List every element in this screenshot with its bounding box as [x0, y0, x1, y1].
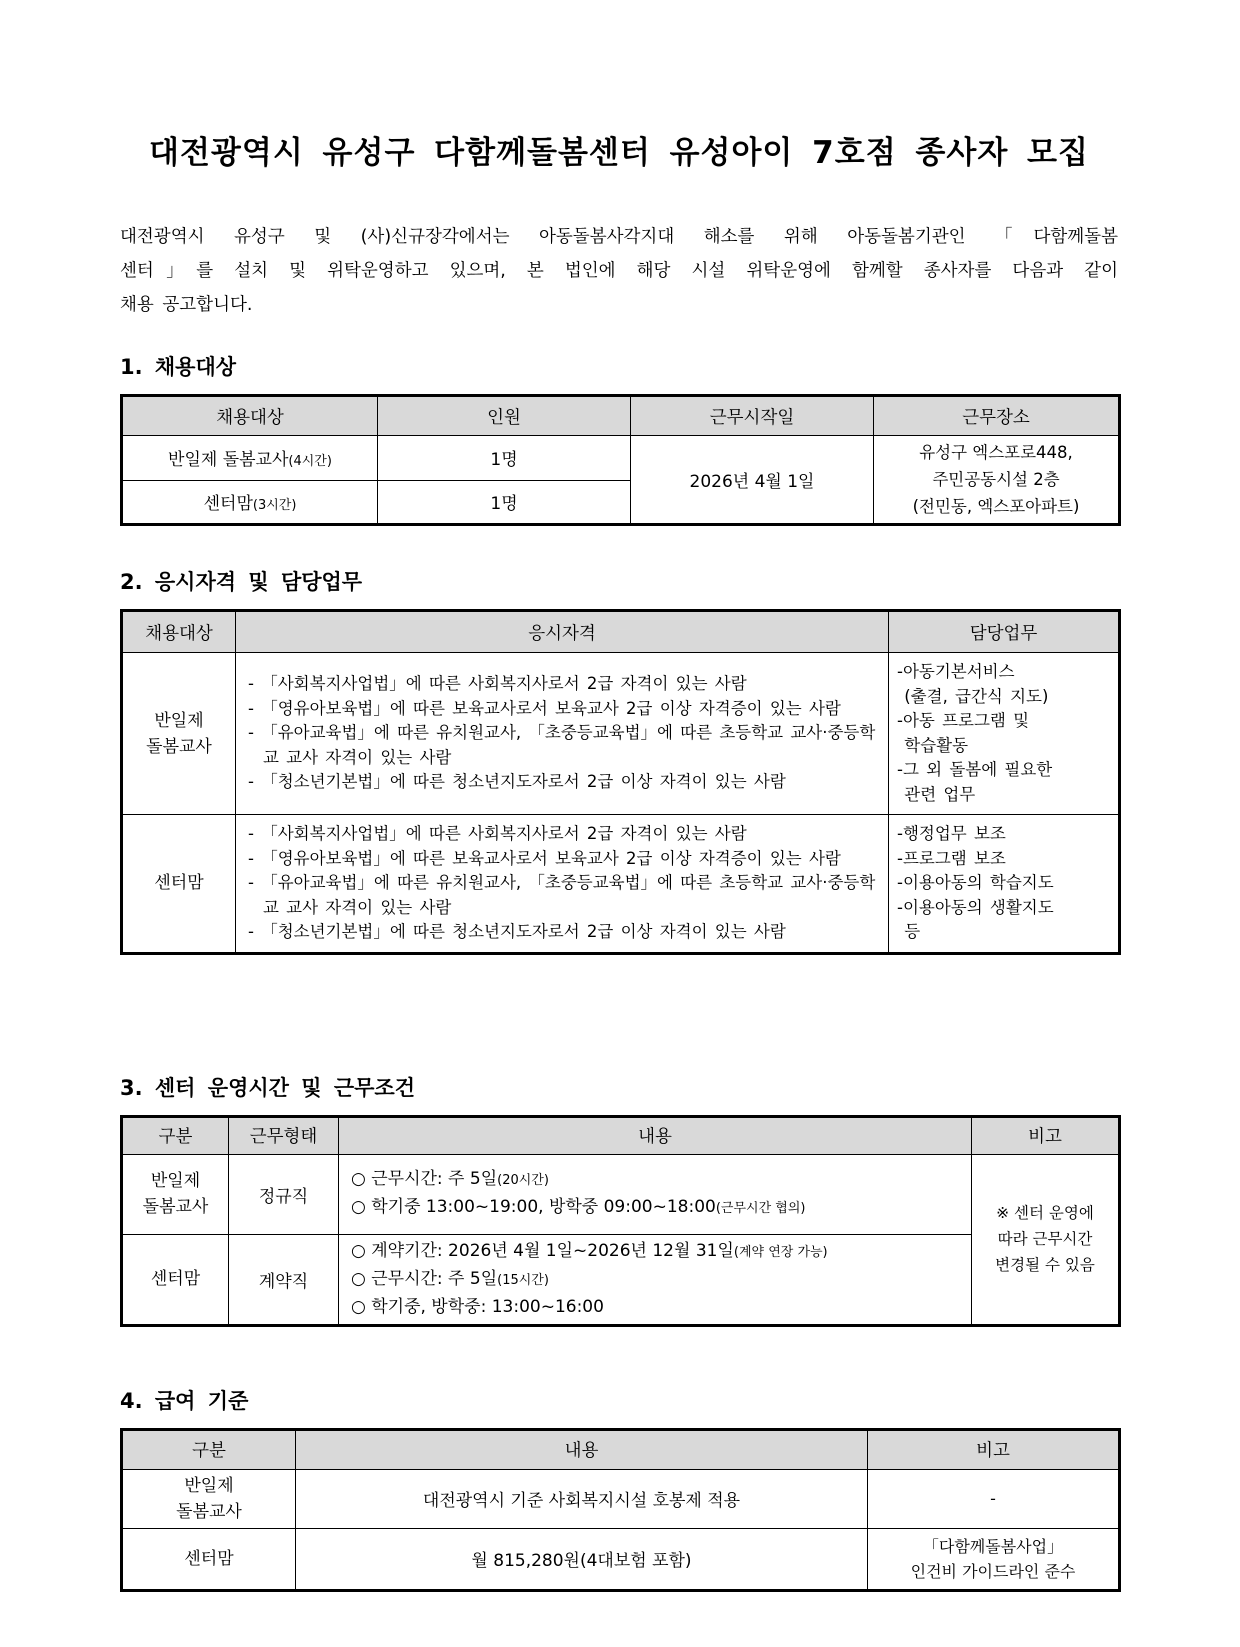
target-label: 센터맘: [203, 494, 253, 515]
work-type-cell: 계약직: [229, 1234, 339, 1325]
content-text: ○ 계약기간: 2026년 4월 1일~2026년 12월 31일: [351, 1240, 734, 1261]
duty-line: -이용아동의 학습지도: [897, 873, 1054, 892]
duty-line: -행정업무 보조: [897, 824, 1006, 843]
duty-line: -아동 프로그램 및: [897, 711, 1030, 730]
category-line: 돌봄교사: [176, 1501, 242, 1522]
target-cell: [122, 436, 378, 481]
category-line: 반일제: [184, 1475, 234, 1496]
target-cell: [122, 815, 236, 954]
workplace-line: 주민공동시설 2층: [932, 470, 1060, 489]
note-cell: [868, 1528, 1120, 1590]
target-line: 반일제: [154, 710, 204, 731]
duty-line: 관련 업무: [897, 784, 976, 804]
target-label: 반일제 돌봄교사: [168, 450, 289, 471]
col-header-content: 내용: [339, 1116, 972, 1154]
content-note: (근무시간 협의): [715, 1201, 806, 1216]
content-line: [351, 1194, 965, 1222]
table-row: [122, 1469, 1120, 1528]
content-line: [351, 1266, 965, 1294]
col-header-content: 내용: [296, 1429, 868, 1469]
content-text: ○ 학기중, 방학중: 13:00~16:00: [351, 1296, 604, 1317]
note-line: 따라 근무시간: [997, 1230, 1093, 1248]
target-line: 센터맘: [154, 873, 204, 894]
salary-table: [120, 1428, 1121, 1592]
col-header-category: 구분: [122, 1429, 296, 1469]
qualification-item: - 「유아교육법」에 따른 유치원교사, 「초중등교육법」에 따른 초등학교 교사·중등학교 교사 자격이 있는 사람: [248, 723, 876, 767]
duties-cell: [889, 815, 1120, 954]
content-text: ○ 학기중 13:00~19:00, 방학중 09:00~18:00: [351, 1197, 716, 1217]
qualifications-cell: [236, 815, 889, 954]
content-cell: [339, 1154, 972, 1234]
table-row: [122, 436, 1120, 481]
intro-line: 채용 공고합니다.: [120, 295, 253, 315]
section-3-heading: 3. 센터 운영시간 및 근무조건: [120, 1075, 415, 1100]
qualifications-table: [120, 609, 1121, 955]
duty-line: -프로그램 보조: [897, 848, 1006, 868]
col-header-category: 구분: [122, 1116, 229, 1154]
col-header-note: 비고: [972, 1116, 1120, 1154]
qualification-item: - 「청소년기본법」에 따른 청소년지도자로서 2급 이상 자격이 있는 사람: [248, 772, 786, 792]
note-cell: [868, 1469, 1120, 1528]
table-row: [122, 1528, 1120, 1590]
table-row: [122, 653, 1120, 815]
duty-line: -그 외 돌봄에 필요한: [897, 760, 1053, 779]
col-header-duties: 담당업무: [889, 611, 1120, 653]
category-cell: [122, 1154, 229, 1234]
note-line: 변경될 수 있음: [995, 1256, 1095, 1274]
duty-line: 학습활동: [897, 735, 969, 755]
workplace-cell: [874, 436, 1120, 525]
content-note: (계약 연장 가능): [733, 1244, 828, 1260]
target-hours-note: (3시간): [252, 498, 297, 514]
category-line: 돌봄교사: [142, 1197, 209, 1217]
workplace-line: (전민동, 엑스포아파트): [912, 497, 1080, 516]
col-header-qualifications: 응시자격: [236, 611, 889, 653]
qualification-item: - 「영유아보육법」에 따른 보육교사로서 보육교사 2급 이상 자격증이 있는 사람: [248, 698, 841, 718]
table-header-row: [122, 1429, 1120, 1469]
note-line: 인건비 가이드라인 준수: [910, 1561, 1076, 1581]
duty-line: 등: [897, 922, 921, 941]
table-header-row: [122, 611, 1120, 653]
section-2-heading: 2. 응시자격 및 담당업무: [120, 570, 363, 594]
intro-paragraph: [120, 220, 1118, 322]
col-header-target: 채용대상: [122, 396, 378, 436]
content-line: [351, 1238, 965, 1266]
content-note: (15시간): [497, 1272, 549, 1288]
qualification-item: - 「사회복지사업법」에 따른 사회복지사로서 2급 자격이 있는 사람: [248, 674, 747, 694]
section-1-heading: 1. 채용대상: [120, 355, 237, 379]
section-4-heading: 4. 급여 기준: [120, 1388, 249, 1413]
duties-cell: [889, 653, 1120, 815]
salary-content-cell: 월 815,280원(4대보험 포함): [296, 1528, 868, 1590]
duty-line: -아동기본서비스: [897, 662, 1015, 681]
col-header-start-date: 근무시작일: [631, 396, 874, 436]
col-header-note: 비고: [868, 1429, 1120, 1469]
target-cell: [122, 653, 236, 815]
content-line: [351, 1166, 965, 1194]
work-type-cell: 정규직: [229, 1154, 339, 1234]
qualification-item: - 「영유아보육법」에 따른 보육교사로서 보육교사 2급 이상 자격증이 있는 사람: [248, 848, 841, 868]
qualification-item: - 「청소년기본법」에 따른 청소년지도자로서 2급 이상 자격이 있는 사람: [248, 922, 786, 941]
table-row: [122, 815, 1120, 954]
page-title: 대전광역시 유성구 다함께돌봄센터 유성아이 7호점 종사자 모집: [149, 135, 1089, 171]
salary-content-cell: 대전광역시 기준 사회복지시설 호봉제 적용: [296, 1469, 868, 1528]
table-header-row: [122, 1116, 1120, 1154]
content-note: (20시간): [497, 1173, 549, 1188]
note-cell: [972, 1154, 1120, 1325]
start-date-cell: 2026년 4월 1일: [631, 436, 874, 525]
target-hours-note: (4시간): [288, 454, 332, 470]
content-text: ○ 근무시간: 주 5일: [351, 1268, 498, 1289]
qualification-item: - 「유아교육법」에 따른 유치원교사, 「초중등교육법」에 따른 초등학교 교사·중등학교 교사 자격이 있는 사람: [248, 873, 876, 917]
category-line: 센터맘: [150, 1269, 201, 1289]
intro-line: 센터」를 설치 및 위탁운영하고 있으며, 본 법인에 해당 시설 위탁운영에 함께할 종사자를 다음과 같이: [120, 261, 1118, 281]
col-header-workplace: 근무장소: [874, 396, 1120, 436]
content-cell: [339, 1234, 972, 1325]
qualifications-cell: [236, 653, 889, 815]
category-line: 센터맘: [184, 1548, 234, 1569]
category-cell: [122, 1234, 229, 1325]
col-header-work-type: 근무형태: [229, 1116, 339, 1154]
category-cell: [122, 1528, 296, 1590]
note-line: -: [990, 1489, 996, 1508]
recruitment-target-table: [120, 394, 1121, 526]
note-line: 「다함께돌봄사업」: [922, 1536, 1064, 1556]
content-text: ○ 근무시간: 주 5일: [351, 1169, 498, 1189]
col-header-target: 채용대상: [122, 611, 236, 653]
count-cell: 1명: [378, 480, 631, 525]
target-line: 돌봄교사: [146, 736, 212, 757]
table-header-row: [122, 396, 1120, 436]
count-cell: 1명: [378, 436, 631, 481]
note-line: ※ 센터 운영에: [996, 1204, 1094, 1222]
col-header-count: 인원: [378, 396, 631, 436]
duty-line: -이용아동의 생활지도: [897, 897, 1054, 917]
category-line: 반일제: [150, 1171, 201, 1191]
qualification-item: - 「사회복지사업법」에 따른 사회복지사로서 2급 자격이 있는 사람: [248, 824, 747, 843]
table-row: [122, 1154, 1120, 1234]
table-row: [122, 1234, 1120, 1325]
working-conditions-table: [120, 1115, 1121, 1327]
workplace-line: 유성구 엑스포로448,: [919, 443, 1073, 462]
duty-line: (출결, 급간식 지도): [897, 686, 1049, 706]
target-cell: [122, 480, 378, 525]
content-line: [351, 1294, 965, 1321]
category-cell: [122, 1469, 296, 1528]
intro-line: 대전광역시 유성구 및 (사)신규장각에서는 아동돌봄사각지대 해소를 위해 아동돌봄기관인 「다함께돌봄: [120, 227, 1118, 247]
